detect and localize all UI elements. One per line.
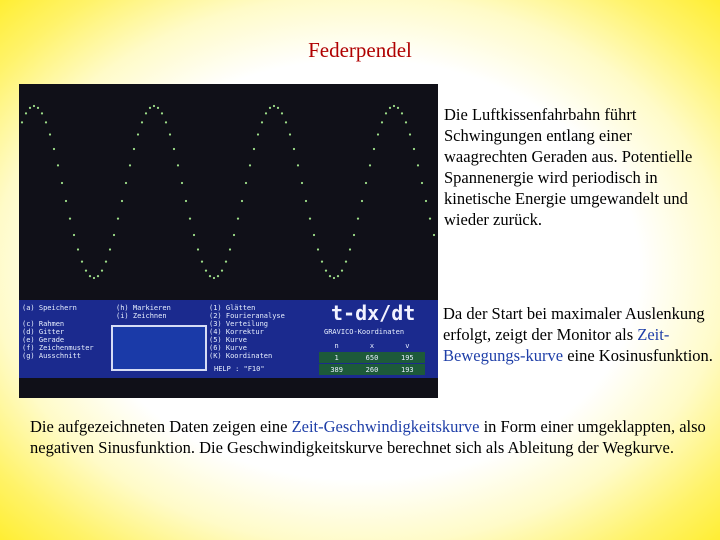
trace-point <box>305 200 307 202</box>
trace-point <box>193 234 195 236</box>
trace-point <box>377 133 379 135</box>
program-menu <box>19 300 438 378</box>
trace-point <box>277 107 279 109</box>
trace-point <box>249 164 251 166</box>
menu-item: (2) Fourieranalyse <box>209 312 285 320</box>
menu-column-2 <box>116 304 171 320</box>
trace-point <box>97 275 99 277</box>
trace-point <box>285 121 287 123</box>
trace-point <box>121 200 123 202</box>
trace-point <box>229 248 231 250</box>
trace-point <box>129 164 131 166</box>
trace-point <box>185 200 187 202</box>
trace-point <box>393 105 395 107</box>
trace-point <box>233 234 235 236</box>
trace-point <box>293 148 295 150</box>
trace-point <box>77 248 79 250</box>
trace-point <box>421 182 423 184</box>
trace-point <box>425 200 427 202</box>
menu-item: (e) Gerade <box>22 336 65 344</box>
trace-point <box>409 133 411 135</box>
trace-point <box>265 112 267 114</box>
trace-point <box>133 148 135 150</box>
trace-point <box>217 275 219 277</box>
trace-point <box>261 121 263 123</box>
value-table <box>319 340 425 375</box>
trace-point <box>69 218 71 220</box>
preview-box <box>111 325 207 371</box>
coordinate-label: GRAVICO-Koordinaten <box>324 328 405 336</box>
trace-point <box>289 133 291 135</box>
trace-point <box>297 164 299 166</box>
trace-point <box>153 105 155 107</box>
trace-point <box>37 107 39 109</box>
trace-point <box>349 248 351 250</box>
trace-point <box>141 121 143 123</box>
trace-point <box>137 133 139 135</box>
menu-item: (6) Kurve <box>209 344 247 352</box>
trace-point <box>49 133 51 135</box>
table-cell: 193 <box>400 365 414 374</box>
menu-column-3 <box>209 304 285 360</box>
trace-point <box>273 105 275 107</box>
trace-point <box>373 148 375 150</box>
value-table-header <box>319 340 425 351</box>
menu-item: (K) Koordinaten <box>209 352 273 360</box>
trace-point <box>385 112 387 114</box>
trace-point <box>173 148 175 150</box>
menu-item: (4) Korrektur <box>209 328 264 336</box>
trace-point <box>57 164 59 166</box>
trace-point <box>65 200 67 202</box>
monitor-screenshot <box>19 84 438 398</box>
trace-point <box>329 275 331 277</box>
trace-point <box>149 107 151 109</box>
trace-point <box>401 112 403 114</box>
trace-point <box>317 248 319 250</box>
trace-point <box>321 261 323 263</box>
text: eine Kosinusfunktion. <box>563 346 713 365</box>
trace-point <box>109 248 111 250</box>
trace-point <box>361 200 363 202</box>
trace-point <box>237 218 239 220</box>
trace-point <box>221 270 223 272</box>
trace-point <box>29 107 31 109</box>
trace-point <box>417 164 419 166</box>
trace-point <box>365 182 367 184</box>
trace-point <box>325 270 327 272</box>
menu-item: (d) Gitter <box>22 328 65 336</box>
trace-point <box>225 261 227 263</box>
menu-column-1 <box>22 304 94 360</box>
trace-point <box>117 218 119 220</box>
trace-point <box>333 277 335 279</box>
trace-point <box>113 234 115 236</box>
trace-point <box>169 133 171 135</box>
table-cell: 389 <box>330 365 343 374</box>
trace-point <box>89 275 91 277</box>
trace-point <box>201 261 203 263</box>
link-time-position-curve[interactable]: Zeit-Bewegungs-kurve <box>443 325 670 365</box>
trace-point <box>369 164 371 166</box>
table-cell: 1 <box>334 353 339 362</box>
trace-point <box>257 133 259 135</box>
trace-point <box>33 105 35 107</box>
header-v: v <box>405 341 410 350</box>
trace-point <box>209 275 211 277</box>
header-x: x <box>369 341 375 350</box>
menu-item <box>22 312 94 320</box>
trace-point <box>309 218 311 220</box>
menu-item: (f) Zeichenmuster <box>22 344 94 352</box>
trace-point <box>205 270 207 272</box>
trace-point <box>253 148 255 150</box>
menu-item: (a) Speichern <box>22 304 77 312</box>
text: Die aufgezeichneten Daten zeigen eine <box>30 417 292 436</box>
trace-point <box>105 261 107 263</box>
trace-point <box>53 148 55 150</box>
table-cell: 650 <box>365 353 379 362</box>
trace-point <box>413 148 415 150</box>
paragraph-air-track: Die Luftkissenfahrbahn führt Schwingungen entlang einer waagrechten Geraden aus. Potentielle Spannenergie wird periodisch in kinetische Energie umgewandelt und wieder zurück. <box>444 105 693 229</box>
trace-point <box>41 112 43 114</box>
menu-item: (h) Markieren <box>116 304 171 312</box>
oscillation-trace <box>19 84 438 300</box>
trace-point <box>125 182 127 184</box>
trace-point <box>301 182 303 184</box>
trace-point <box>177 164 179 166</box>
menu-item: (c) Rahmen <box>22 320 65 328</box>
trace-point <box>281 112 283 114</box>
trace-point <box>433 234 435 236</box>
link-time-velocity-curve[interactable]: Zeit-Geschwindigkeitskurve <box>291 417 480 436</box>
trace-point <box>429 218 431 220</box>
paragraph-velocity <box>30 416 710 458</box>
trace-point <box>337 275 339 277</box>
plot-title: t-dx/dt <box>331 301 416 325</box>
trace-point <box>269 107 271 109</box>
menu-item: (g) Ausschnitt <box>22 352 82 360</box>
menu-item: (3) Verteilung <box>209 320 269 328</box>
table-cell: 260 <box>365 365 379 374</box>
trace-point <box>213 277 215 279</box>
trace-point <box>381 121 383 123</box>
trace-point <box>61 182 63 184</box>
trace-point <box>313 234 315 236</box>
header-n: n <box>334 341 339 350</box>
menu-item: (i) Zeichnen <box>116 312 167 320</box>
trace-point <box>189 218 191 220</box>
trace-point <box>341 270 343 272</box>
trace-point <box>181 182 183 184</box>
text: in Form einer umgeklappten, also negativen Sinusfunktion. Die Geschwindigkeitskurve berechnet sich als Ableitung der Wegkurve. <box>30 417 706 457</box>
trace-point <box>197 248 199 250</box>
page-title: Federpendel <box>308 38 412 62</box>
table-cell: 195 <box>400 353 414 362</box>
trace-point <box>25 112 27 114</box>
help-hint: HELP : "F10" <box>214 365 265 373</box>
trace-point <box>81 261 83 263</box>
table-row <box>319 364 425 375</box>
trace-point <box>101 270 103 272</box>
trace-point <box>405 121 407 123</box>
table-row <box>319 352 425 363</box>
paragraph-cosine <box>443 303 718 366</box>
trace-point <box>245 182 247 184</box>
trace-point <box>345 261 347 263</box>
trace-point <box>145 112 147 114</box>
trace-point <box>357 218 359 220</box>
trace-point <box>353 234 355 236</box>
trace-point <box>389 107 391 109</box>
trace-point <box>165 121 167 123</box>
trace-point <box>93 277 95 279</box>
text: Da der Start bei maximaler Auslenkung erfolgt, zeigt der Monitor als <box>443 304 705 344</box>
trace-point <box>157 107 159 109</box>
trace-point <box>73 234 75 236</box>
trace-point <box>161 112 163 114</box>
trace-point <box>397 107 399 109</box>
trace-point <box>241 200 243 202</box>
trace-point <box>45 121 47 123</box>
menu-item: (5) Kurve <box>209 336 247 344</box>
menu-item: (1) Glätten <box>209 304 256 312</box>
trace-point <box>85 270 87 272</box>
trace-point <box>21 121 23 123</box>
